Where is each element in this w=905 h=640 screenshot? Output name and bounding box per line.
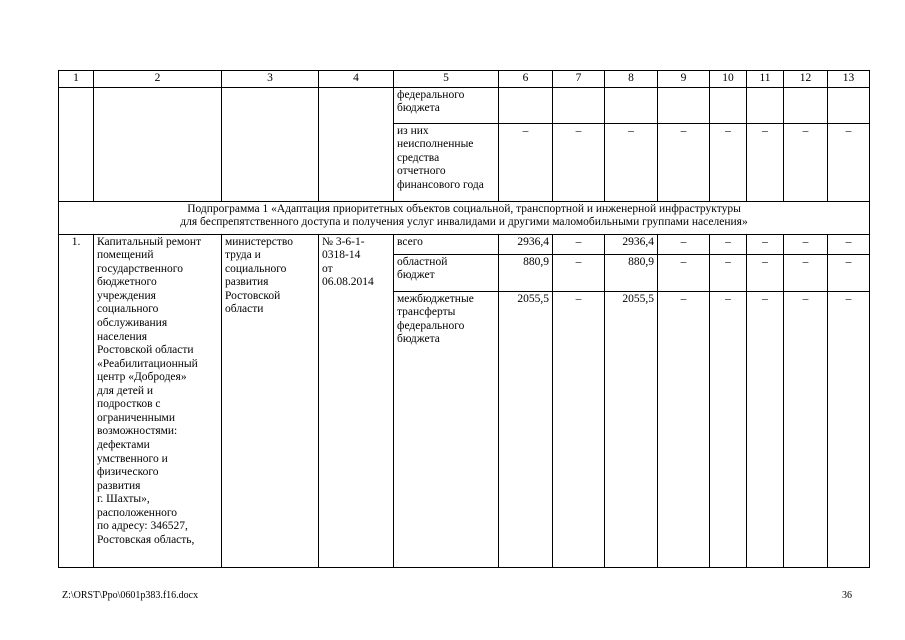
empty-cell (94, 87, 222, 201)
col-header-11: 11 (747, 71, 784, 88)
value-cell: 880,9 (499, 254, 553, 291)
value-cell: 2055,5 (605, 291, 658, 567)
value-cell: – (710, 291, 747, 567)
value-cell: 880,9 (605, 254, 658, 291)
funding-source-label: всего (394, 234, 499, 254)
value-cell: – (553, 123, 605, 201)
item-executor: министерство труда и социального развития Ростовской области (222, 234, 319, 567)
value-cell: – (658, 234, 710, 254)
subprogram-title (59, 201, 870, 234)
budget-table (58, 70, 870, 568)
value-cell: – (828, 291, 870, 567)
funding-source-label: межбюджетные трансферты федерального бюджета (394, 291, 499, 567)
col-header-5: 5 (394, 71, 499, 88)
value-cell: – (658, 123, 710, 201)
value-cell: 2936,4 (499, 234, 553, 254)
value-cell: – (710, 234, 747, 254)
footer-file-path: Z:\ORST\Ppo\0601p383.f16.docx (62, 590, 199, 601)
funding-source-label: из них неисполненные средства отчетного финансового года (394, 123, 499, 201)
value-cell: – (784, 234, 828, 254)
value-cell: – (784, 123, 828, 201)
funding-source-label: областной бюджет (394, 254, 499, 291)
value-cell: – (747, 234, 784, 254)
value-cell: 2055,5 (499, 291, 553, 567)
col-header-2: 2 (94, 71, 222, 88)
page-number: 36 (842, 590, 852, 601)
value-cell: – (828, 234, 870, 254)
value-cell: – (553, 254, 605, 291)
item-document: № 3-6-1- 0318-14 от 06.08.2014 (319, 234, 394, 567)
value-cell: – (784, 291, 828, 567)
value-cell: – (747, 123, 784, 201)
value-cell: – (553, 234, 605, 254)
funding-source-label: федерального бюджета (394, 87, 499, 123)
value-cell: – (747, 254, 784, 291)
value-cell: – (747, 291, 784, 567)
value-cell: – (658, 254, 710, 291)
empty-cell (319, 87, 394, 201)
value-cell: – (828, 254, 870, 291)
subprogram-line-2: для беспрепятственного доступа и получения услуг инвалидами и другими маломобильными группами населения» (180, 216, 748, 229)
col-header-9: 9 (658, 71, 710, 88)
col-header-10: 10 (710, 71, 747, 88)
column-number-row (59, 71, 870, 88)
value-cell: – (499, 123, 553, 201)
item-name: Капитальный ремонт помещений государственного бюджетного учреждения социального обслуживания населения Ростовской области «Реабилитационный центр «Добродея» для детей и подростков с ограниченными возможностями: дефектами умственного и физического развития г. Шахты», расположенного по адресу: 346527, Ростовская область, (94, 234, 222, 567)
empty-cell (59, 87, 94, 201)
empty-cell (222, 87, 319, 201)
value-cell: – (658, 291, 710, 567)
value-cell: – (710, 254, 747, 291)
value-cell: – (828, 123, 870, 201)
subprogram-line-1: Подпрограмма 1 «Адаптация приоритетных объектов социальной, транспортной и инженерной инфраструктуры (187, 202, 741, 215)
col-header-7: 7 (553, 71, 605, 88)
table-row (59, 87, 870, 123)
value-cell: – (784, 254, 828, 291)
value-cell: – (710, 123, 747, 201)
col-header-8: 8 (605, 71, 658, 88)
item-number: 1. (59, 234, 94, 567)
value-cell: 2936,4 (605, 234, 658, 254)
col-header-3: 3 (222, 71, 319, 88)
table-row (59, 234, 870, 254)
col-header-12: 12 (784, 71, 828, 88)
value-cell: – (553, 291, 605, 567)
subprogram-row (59, 201, 870, 234)
col-header-6: 6 (499, 71, 553, 88)
col-header-13: 13 (828, 71, 870, 88)
col-header-1: 1 (59, 71, 94, 88)
value-cell: – (605, 123, 658, 201)
col-header-4: 4 (319, 71, 394, 88)
